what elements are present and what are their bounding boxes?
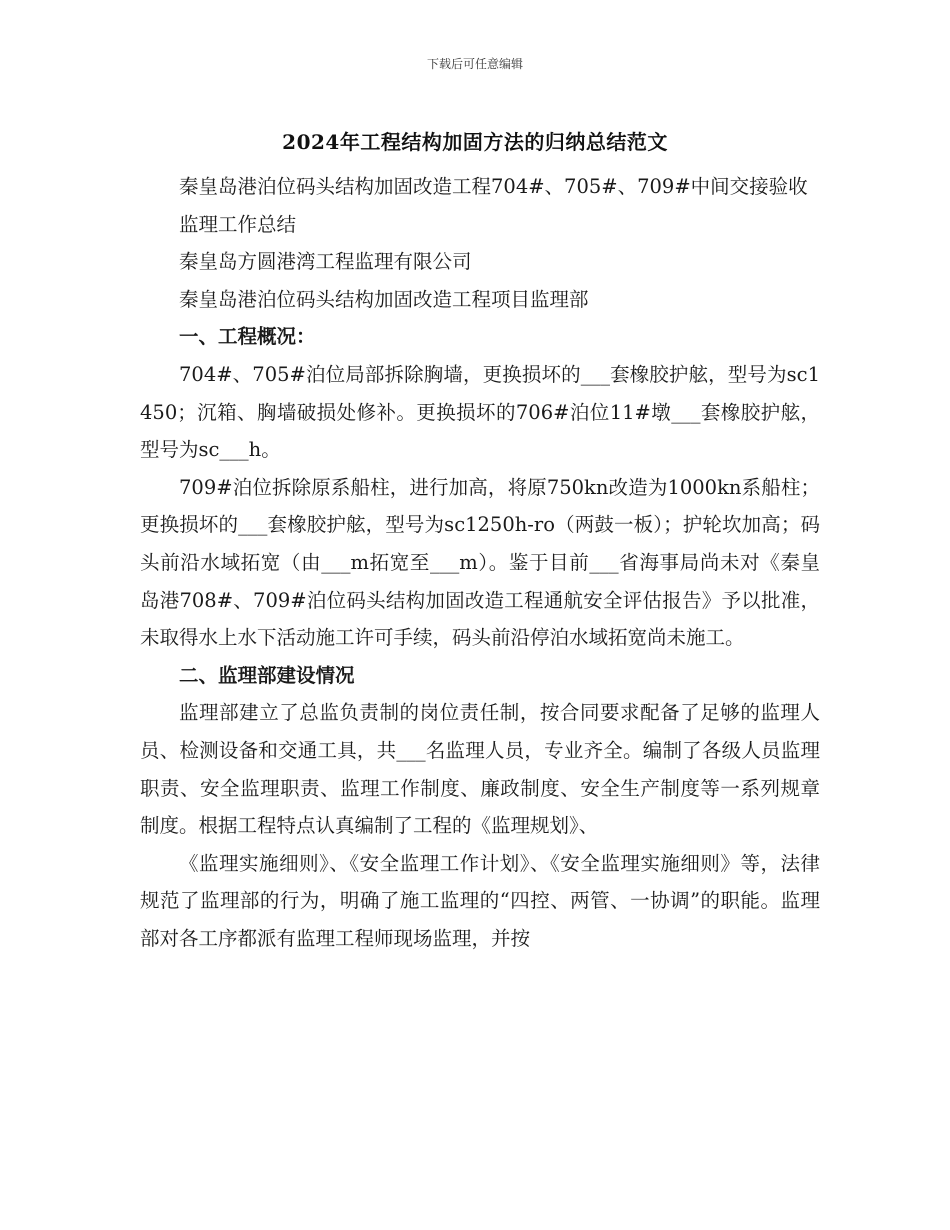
paragraph-construction-2: 《监理实施细则》、《安全监理工作计划》、《安全监理实施细则》等，法律规范了监理部的行为，明确了施工监理的“四控、两管、一协调”的职能。监理部对各工序都派有监理工程师现场监理，并按: [140, 851, 820, 950]
paragraph-summary-label: 监理工作总结: [179, 212, 297, 236]
paragraph-company: 秦皇岛方圆港湾工程监理有限公司: [179, 250, 472, 274]
paragraph-construction-1: 监理部建立了总监负责制的岗位责任制，按合同要求配备了足够的监理人员、检测设备和交通工具，共___名监理人员，专业齐全。编制了各级人员监理职责、安全监理职责、监理工作制度、廉政制度、安全生产制度等一系列规章制度。根据工程特点认真编制了工程的《监理规划》、: [140, 701, 820, 838]
paragraph-department: 秦皇岛港泊位码头结构加固改造工程项目监理部: [179, 287, 589, 311]
paragraph-overview-1: 704#、705#泊位局部拆除胸墙，更换损坏的___套橡胶护舷，型号为sc1450；沉箱、胸墙破损处修补。更换损坏的706#泊位11#墩___套橡胶护舷，型号为sc___h。: [140, 362, 820, 462]
paragraph-project-name: 秦皇岛港泊位码头结构加固改造工程704#、705#、709#中间交接验收: [179, 175, 808, 198]
page-header: 下载后可任意编辑: [426, 57, 523, 71]
section-heading-construction: 二、监理部建设情况: [179, 663, 355, 687]
section-heading-overview: 一、工程概况：: [179, 325, 316, 349]
paragraph-overview-2: 709#泊位拆除原系船柱，进行加高，将原750kn改造为1000kn系船柱；更换损坏的___套橡胶护舷，型号为sc1250h-ro（两鼓一板）；护轮坎加高；码头前沿水域拓宽（由___m拓宽至___m）。鉴于目前___省海事局尚未对《秦皇岛港708#、709#泊位码头结构加固改造工程通航安全评估报告》予以批准，未取得水上水下活动施工许可手续，码头前沿停泊水域拓宽尚未施工。: [140, 475, 820, 650]
document-title: 2024年工程结构加固方法的归纳总结范文: [282, 130, 668, 154]
document-body: [140, 168, 820, 957]
